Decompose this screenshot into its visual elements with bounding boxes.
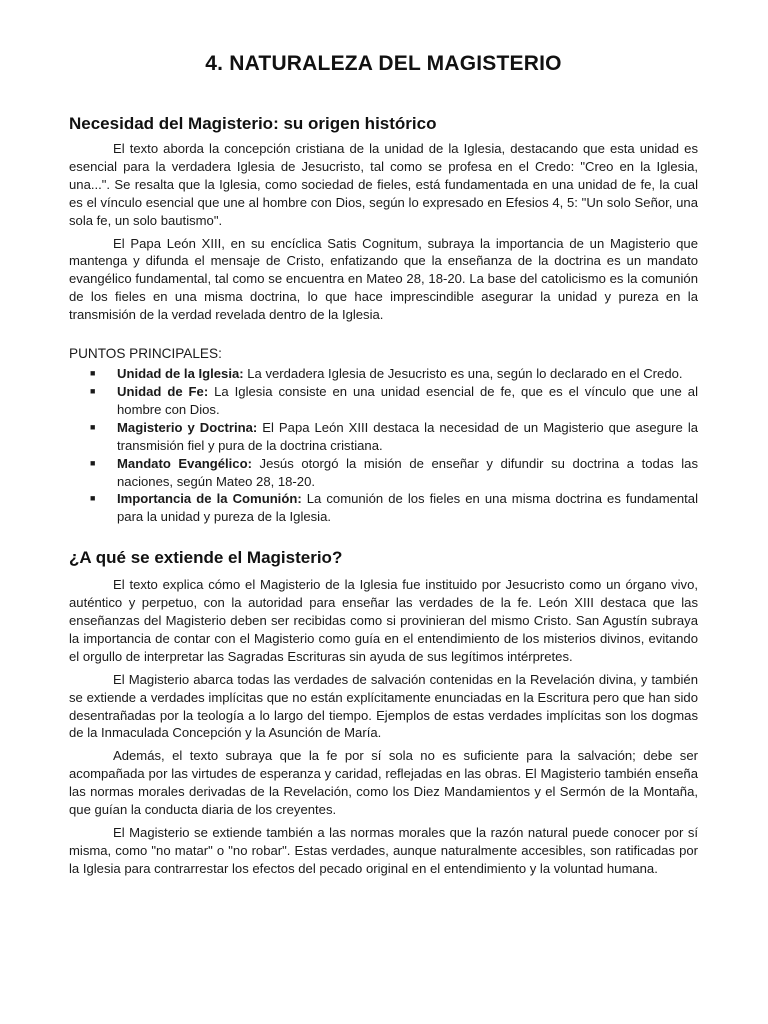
bullet-icon: ■: [90, 385, 96, 396]
point-term: Magisterio y Doctrina:: [117, 419, 258, 435]
section-heading-origin: Necesidad del Magisterio: su origen histórico: [69, 114, 437, 133]
bullet-icon: ■: [90, 421, 96, 432]
point-term: Importancia de la Comunión:: [117, 491, 302, 507]
point-term: Mandato Evangélico:: [117, 455, 252, 471]
point-text: La Iglesia consiste en una unidad esencial de fe, que es el vínculo que une al hombre con Dios.: [117, 383, 698, 417]
point-term: Unidad de la Iglesia:: [117, 366, 244, 382]
paragraph: El texto explica cómo el Magisterio de la Iglesia fue instituido por Jesucristo como un órgano vivo, auténtico y perpetuo, con la autoridad para enseñar las verdades de la fe. León XIII destaca que las enseñanzas del Magisterio deben ser recibidas como si provinieran del mismo Cristo. San Agustín subraya la importancia de contar con el Magisterio como guía en el entendimiento de los misterios divinos, evitando el orgullo de interpretar las Sagradas Escrituras sin ayuda de sus legítimos intérpretes.: [69, 577, 698, 664]
section-scope: [69, 548, 698, 878]
bullet-icon: ■: [90, 368, 96, 379]
paragraph: El texto aborda la concepción cristiana de la unidad de la Iglesia, destacando que esta unidad es esencial para la verdadera Iglesia de Jesucristo, tal como se profesa en el Credo: "Creo en la Iglesia, una...". Se resalta que la Iglesia, como sociedad de fieles, está fundamentada en una unidad de fe, la cual es el vínculo esencial que une al hombre con Dios, según lo expresado en Efesios 4, 5: "Un solo Señor, una sola fe, un solo bautismo".: [69, 141, 698, 228]
paragraph: El Magisterio se extiende también a las normas morales que la razón natural puede conocer por sí misma, como "no matar" o "no robar". Estas verdades, aunque naturalmente accesibles, son ratificadas por la Iglesia para contrarrestar los efectos del pecado original en el entendimiento y la voluntad humana.: [69, 825, 698, 876]
point-text: Jesús otorgó la misión de enseñar y difundir su doctrina a todas las naciones, según Mateo 28, 18-20.: [117, 455, 698, 489]
bullet-icon: ■: [90, 493, 96, 504]
list-item: [90, 383, 698, 419]
paragraph: El Papa León XIII, en su encíclica Satis Cognitum, subraya la importancia de un Magisterio que mantenga y difunda el mensaje de Cristo, enfatizando que la enseñanza de la doctrina es un mandato evangélico fundamental, tal como se encuentra en Mateo 28, 18-20. La base del catolicismo es la comunión de los fieles en una misma doctrina, lo que hace imprescindible asegurar la unidad y pureza en la transmisión de la verdad revelada dentro de la Iglesia.: [69, 235, 698, 323]
point-term: Unidad de Fe:: [117, 383, 209, 399]
point-text: La comunión de los fieles en una misma doctrina es fundamental para la unidad y pureza de la Iglesia.: [117, 491, 698, 525]
document-title: 4. NATURALEZA DEL MAGISTERIO: [205, 52, 562, 75]
bullet-icon: ■: [90, 457, 96, 468]
point-text: El Papa León XIII destaca la necesidad de un Magisterio que asegure la transmisión fiel y pura de la doctrina cristiana.: [117, 419, 699, 453]
section-main-points: [69, 346, 698, 526]
list-item: [90, 419, 699, 455]
section-heading-scope: ¿A qué se extiende el Magisterio?: [69, 548, 343, 568]
points-list: [69, 365, 698, 526]
points-title: PUNTOS PRINCIPALES:: [69, 346, 222, 362]
paragraph: El Magisterio abarca todas las verdades de salvación contenidas en la Revelación divina, y también se extiende a verdades implícitas que no están explícitamente enunciadas en la Escritura pero que han sido desentrañadas por la teología a lo largo del tiempo. Ejemplos de estas verdades implícitas son los dogmas de la Inmaculada Concepción y la Asunción de María.: [69, 671, 698, 741]
paragraph: Además, el texto subraya que la fe por sí sola no es suficiente para la salvación; debe ser acompañada por las virtudes de esperanza y caridad, reflejadas en las obras. El Magisterio también enseña las normas morales derivadas de la Revelación, como los Diez Mandamientos y el Sermón de la Montaña, que guían la conducta diaria de los creyentes.: [69, 748, 698, 818]
point-text: La verdadera Iglesia de Jesucristo es una, según lo declarado en el Credo.: [243, 366, 683, 382]
list-item: [90, 365, 698, 383]
section-origin: [69, 114, 698, 324]
list-item: [90, 455, 698, 491]
list-item: [90, 490, 698, 526]
